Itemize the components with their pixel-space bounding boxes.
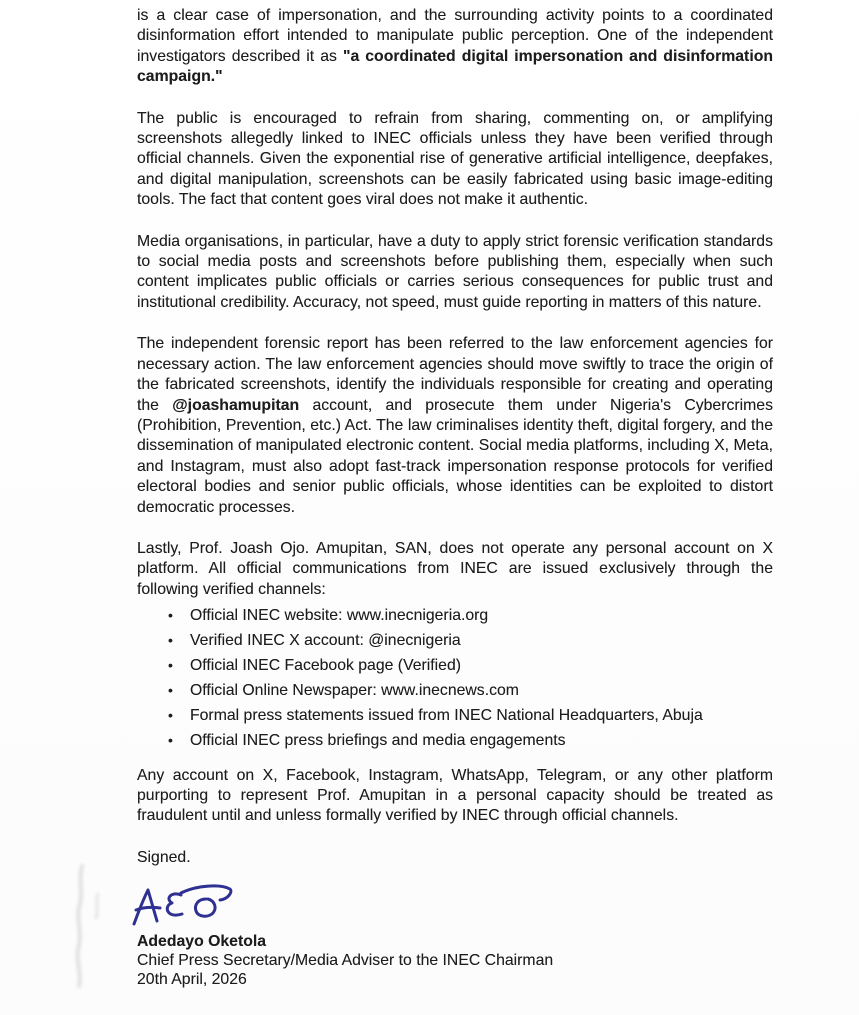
verified-channel-item: • Formal press statements issued from INEC National Headquarters, Abuja [137,706,773,726]
signed-label: Signed. [137,848,191,866]
statement-date: 20th April, 2026 [137,971,247,989]
verified-channel-item: • Official Online Newspaper: www.inecnews.com [137,681,773,701]
signatory-title: Chief Press Secretary/Media Adviser to the INEC Chairman [137,952,554,970]
verified-channel-item: • Official INEC press briefings and media engagements [137,731,773,751]
verified-channels-list [137,606,773,751]
signature-ink-strokes [134,886,231,924]
paragraph-impersonation-finding [137,6,773,88]
signoff-block [137,932,773,989]
signature-initials-aeo [129,880,249,928]
paragraph-media-organisations [137,232,773,314]
text-segment: Any account on X, Facebook, Instagram, WhatsApp, Telegram, or any other platform purporting to represent Prof. Amupitan in a personal capacity should be treated as fraudulent until and unless formally verified by INEC through official channels. [137,766,773,825]
paragraph-public-advisory [137,109,773,211]
text-segment: @joashamupitan [172,396,300,414]
paragraph-official-channels-intro [137,539,773,600]
text-segment: Media organisations, in particular, have a duty to apply strict forensic verification standards to social media posts and screenshots before publishing them, especially when such content implicates public officials or carries serious consequences for public trust and institutional credibility. Accuracy, not speed, must guide reporting in matters of this nature. [137,232,773,311]
text-segment: is a clear case of impersonation, and the surrounding activity points to a coordinated disinformation effort intended to manipulate public perception. One of the independent investigators described it as [137,7,773,65]
scan-bleed-artifact [68,858,123,993]
paragraph-fraudulent-accounts-warning [137,766,773,827]
text-segment: account, and prosecute them under Nigeria's Cybercrimes (Prohibition, Prevention, etc.) Act. The law criminalises identity theft, digital forgery, and the dissemination of manipulated electronic content. Social media platforms, including X, Meta, and Instagram, must also adopt fast-track impersonation response protocols for verified electoral bodies and senior public officials, whose identities can be exploited to distort democratic processes. [137,396,773,516]
text-segment: Lastly, Prof. Joash Ojo. Amupitan, SAN, does not operate any personal account on X platform. All official communications from INEC are issued exclusively through the following verified channels: [137,539,773,598]
paragraph-law-enforcement-referral [137,334,773,518]
verified-channel-item: • Verified INEC X account: @inecnigeria [137,631,773,651]
text-segment: The public is encouraged to refrain from sharing, commenting on, or amplifying screenshots allegedly linked to INEC officials unless they have been verified through official channels. Given the exponential rise of generative artificial intelligence, deepfakes, and digital manipulation, screenshots can be easily fabricated using basic image-editing tools. The fact that content goes viral does not make it authentic. [137,109,773,209]
verified-channel-item: • Official INEC Facebook page (Verified) [137,656,773,676]
signatory-name: Adedayo Oketola [137,933,267,951]
document-body [137,6,773,989]
text-segment: "a coordinated digital impersonation and disinformation campaign." [137,47,774,86]
verified-channel-item: • Official INEC website: www.inecnigeria.org [137,606,773,626]
text-segment: The independent forensic report has been referred to the law enforcement agencies for necessary action. The law enforcement agencies should move swiftly to trace the origin of the fabricated screenshots, identify the individuals responsible for creating and operating the [137,335,773,414]
